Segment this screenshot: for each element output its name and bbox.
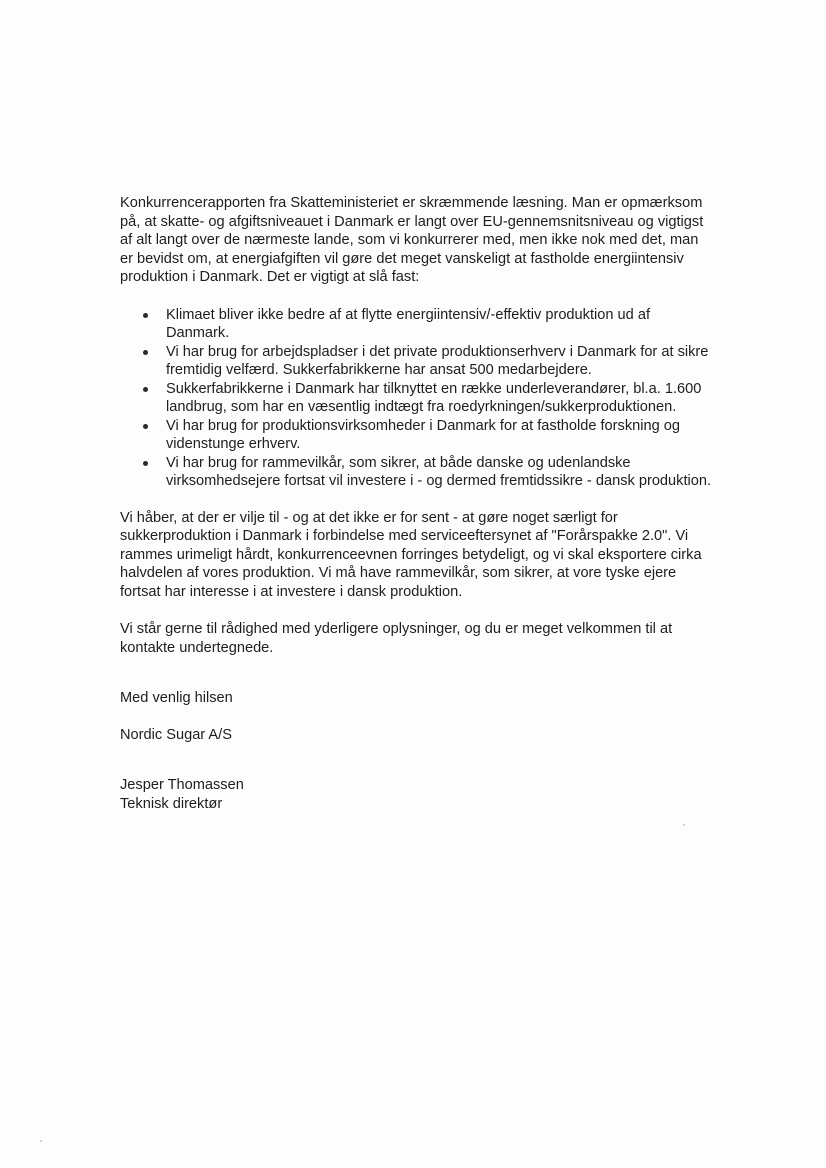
- bullet-dot-icon: [143, 350, 148, 355]
- bullet-item: [166, 343, 712, 380]
- bullet-text: Vi har brug for arbejdspladser i det private produktionserhverv i Danmark for at sikre fremtidig velfærd. Sukkerfabrikkerne har ansat 500 medarbejdere.: [166, 343, 709, 378]
- company-name: Nordic Sugar A/S: [120, 726, 232, 743]
- bullet-item: [166, 306, 712, 343]
- bullet-list: [120, 306, 712, 491]
- intro-paragraph: Konkurrencerapporten fra Skatteministeriet er skræmmende læsning. Man er opmærksom på, at skatte- og afgiftsniveauet i Danmark er langt over EU-gennemsnitsniveau og vigtigst af alt langt over de nærmeste lande, som vi konkurrerer med, men ikke nok med det, man er bevidst om, at energiafgiften vil gøre det meget vanskeligt at fastholde energiintensiv produktion i Danmark. Det er vigtigt at slå fast:: [120, 195, 704, 285]
- scan-speck: [40, 1140, 42, 1142]
- bullet-item: [166, 380, 712, 417]
- closing-greeting: Med venlig hilsen: [120, 690, 233, 706]
- bullet-dot-icon: [143, 424, 148, 429]
- letter-body: [120, 194, 712, 813]
- paragraph-contact: Vi står gerne til rådighed med yderligere oplysninger, og du er meget velkommen til at kontakte undertegnede.: [120, 621, 673, 656]
- signer-title: Teknisk direktør: [120, 795, 223, 812]
- bullet-dot-icon: [143, 387, 148, 392]
- bullet-text: Vi har brug for rammevilkår, som sikrer, at både danske og udenlandske virksomhedsejere fortsat vil investere i - og dermed fremtidssikre - dansk produktion.: [166, 454, 712, 489]
- bullet-dot-icon: [143, 313, 148, 318]
- bullet-dot-icon: [143, 461, 148, 466]
- bullet-text: Klimaet bliver ikke bedre af at flytte energiintensiv/-effektiv produktion ud af Danmark.: [166, 306, 651, 341]
- bullet-text: Vi har brug for produktionsvirksomheder i Danmark for at fastholde forskning og videnstunge erhverv.: [166, 417, 681, 452]
- bullet-item: [166, 417, 712, 454]
- bullet-item: [166, 454, 712, 491]
- signer-name: Jesper Thomassen: [120, 777, 244, 793]
- scan-speck: [683, 824, 685, 826]
- bullet-text: Sukkerfabrikkerne i Danmark har tilknyttet en række underleverandører, bl.a. 1.600 landbrug, som har en væsentlig indtægt fra roedyrkningen/sukkerproduktionen.: [166, 380, 702, 415]
- paragraph-forarspakke: Vi håber, at der er vilje til - og at det ikke er for sent - at gøre noget særligt for sukkerproduktion i Danmark i forbindelse med serviceeftersynet af "Forårspakke 2.0". Vi rammes urimeligt hårdt, konkurrenceevnen forringes betydeligt, og vi skal eksportere cirka halvdelen af vores produktion. Vi må have rammevilkår, som sikrer, at vore tyske ejere fortsat har interesse i at investere i dansk produktion.: [120, 509, 702, 600]
